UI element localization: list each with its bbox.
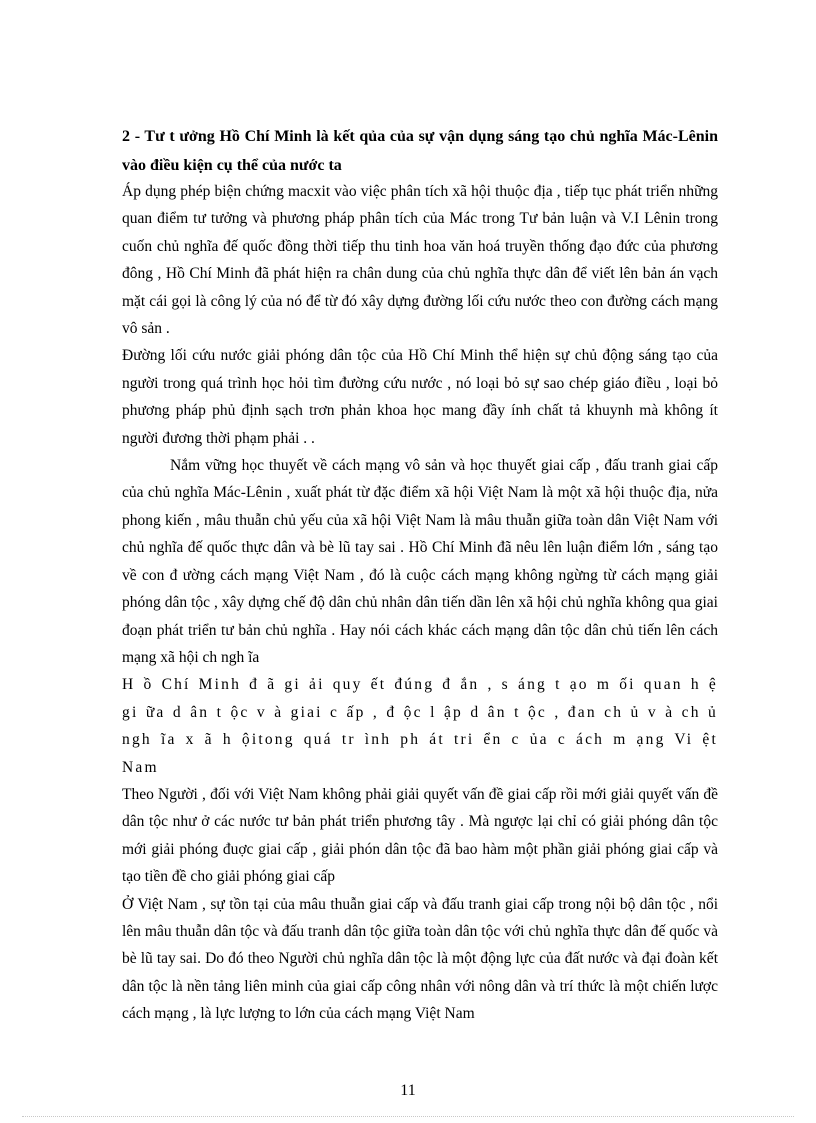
paragraph-in-vietnam: Ở Việt Nam , sự tồn tại của mâu thuẫn giai cấp và đấu tranh giai cấp trong nội bộ dân tộc , nổi lên mâu thuẫn dân tộc và đấu tranh dân tộc giữa toàn dân tộc với chủ nghĩa thực dân đế quốc và bè lũ tay sai. Do đó theo Người chủ nghĩa dân tộc là một động lực của đất nước và đại đoàn kết dân tộc là nền tảng liên minh của giai cấp công nhân với nông dân và trí thức là một chiến lược cách mạng , là lực lượng to lớn của cách mạng Việt Nam	[122, 895, 718, 1023]
page-number: 11	[400, 1082, 416, 1099]
section-heading: 2 - Tư t ưởng Hồ Chí Minh là kết qủa của sự vận dụng sáng tạo chủ nghĩa Mác-Lênin vào điều kiện cụ thể của nước ta	[122, 128, 718, 174]
paragraph-nation-class-relation: H ồ Chí Minh đ ã gi ải quy ết đúng đ ắn , s áng t ạo m ối quan h ệ gi ữa d ân t ộc v à giai c ấp , đ ộc l ập d ân t ộc , đan ch ủ v à ch ủ ngh ĩa x ã h ộitong quá tr ình ph át tri ển c ủa c ách m ạng Vi ệt Nam	[122, 676, 718, 776]
page-bottom-divider	[22, 1116, 794, 1117]
paragraph-dialectics: Áp dụng phép biện chứng macxit vào việc phân tích xã hội thuộc địa , tiếp tục phát triển những quan điểm tư tưởng và phương pháp phân tích của Mác trong Tư bản luận và V.I Lênin trong cuốn chủ nghĩa đế quốc đồng thời tiếp thu tinh hoa văn hoá truyền thống đạo đức của phương đông , Hồ Chí Minh đã phát hiện ra chân dung của chủ nghĩa thực dân để viết lên bản án vạch mặt cái gọi là công lý của nó để từ đó xây dựng đường lối cứu nước theo con đường cách mạng vô sản .	[122, 183, 718, 338]
paragraph-according-to-him: Theo Người , đối với Việt Nam không phải giải quyết vấn đề giai cấp rồi mới giải quyết vấn đề dân tộc như ở các nước tư bản phát triển phương tây . Mà ngược lại chỉ có giải phóng dân tộc mới giải phóng đuợc giai cấp , giải phón dân tộc đã bao hàm một phần giải phóng giai cấp và tạo tiền đề cho giải phóng giai cấp	[122, 785, 718, 886]
paragraph-national-liberation: Đường lối cứu nước giải phóng dân tộc của Hồ Chí Minh thể hiện sự chủ động sáng tạo của người trong quá trình học hỏi tìm đường cứu nước , nó loại bỏ sự sao chép giáo điều , loại bỏ phương pháp phủ định sạch trơn phản khoa học mang đầy ính chất tả khuynh mà không ít người đương thời phạm phải . .	[122, 347, 718, 447]
page-body	[122, 122, 718, 1028]
paragraph-marxist-theory: Nắm vững học thuyết về cách mạng vô sản và học thuyết giai cấp , đấu tranh giai cấp của chủ nghĩa Mác-Lênin , xuất phát từ đặc điểm xã hội Việt Nam là một xã hội thuộc địa, nửa phong kiến , mâu thuẫn chủ yếu của xã hội Việt Nam là mâu thuẫn giữa toàn dân Việt Nam với chủ nghĩa đế quốc thực dân và bè lũ tay sai . Hồ Chí Minh đã nêu lên luận điểm lớn , sáng tạo về con đ ường cách mạng Việt Nam , đó là cuộc cách mạng không ngừng từ cách mạng giải phóng dân tộc , xây dựng chế độ dân chủ nhân dân tiến dần lên xã hội chủ nghĩa không qua giai đoạn phát triển tư bản chủ nghĩa . Hay nói cách khác cách mạng dân tộc dân chủ tiến lên cách mạng xã hội ch ngh ĩa	[122, 457, 718, 666]
